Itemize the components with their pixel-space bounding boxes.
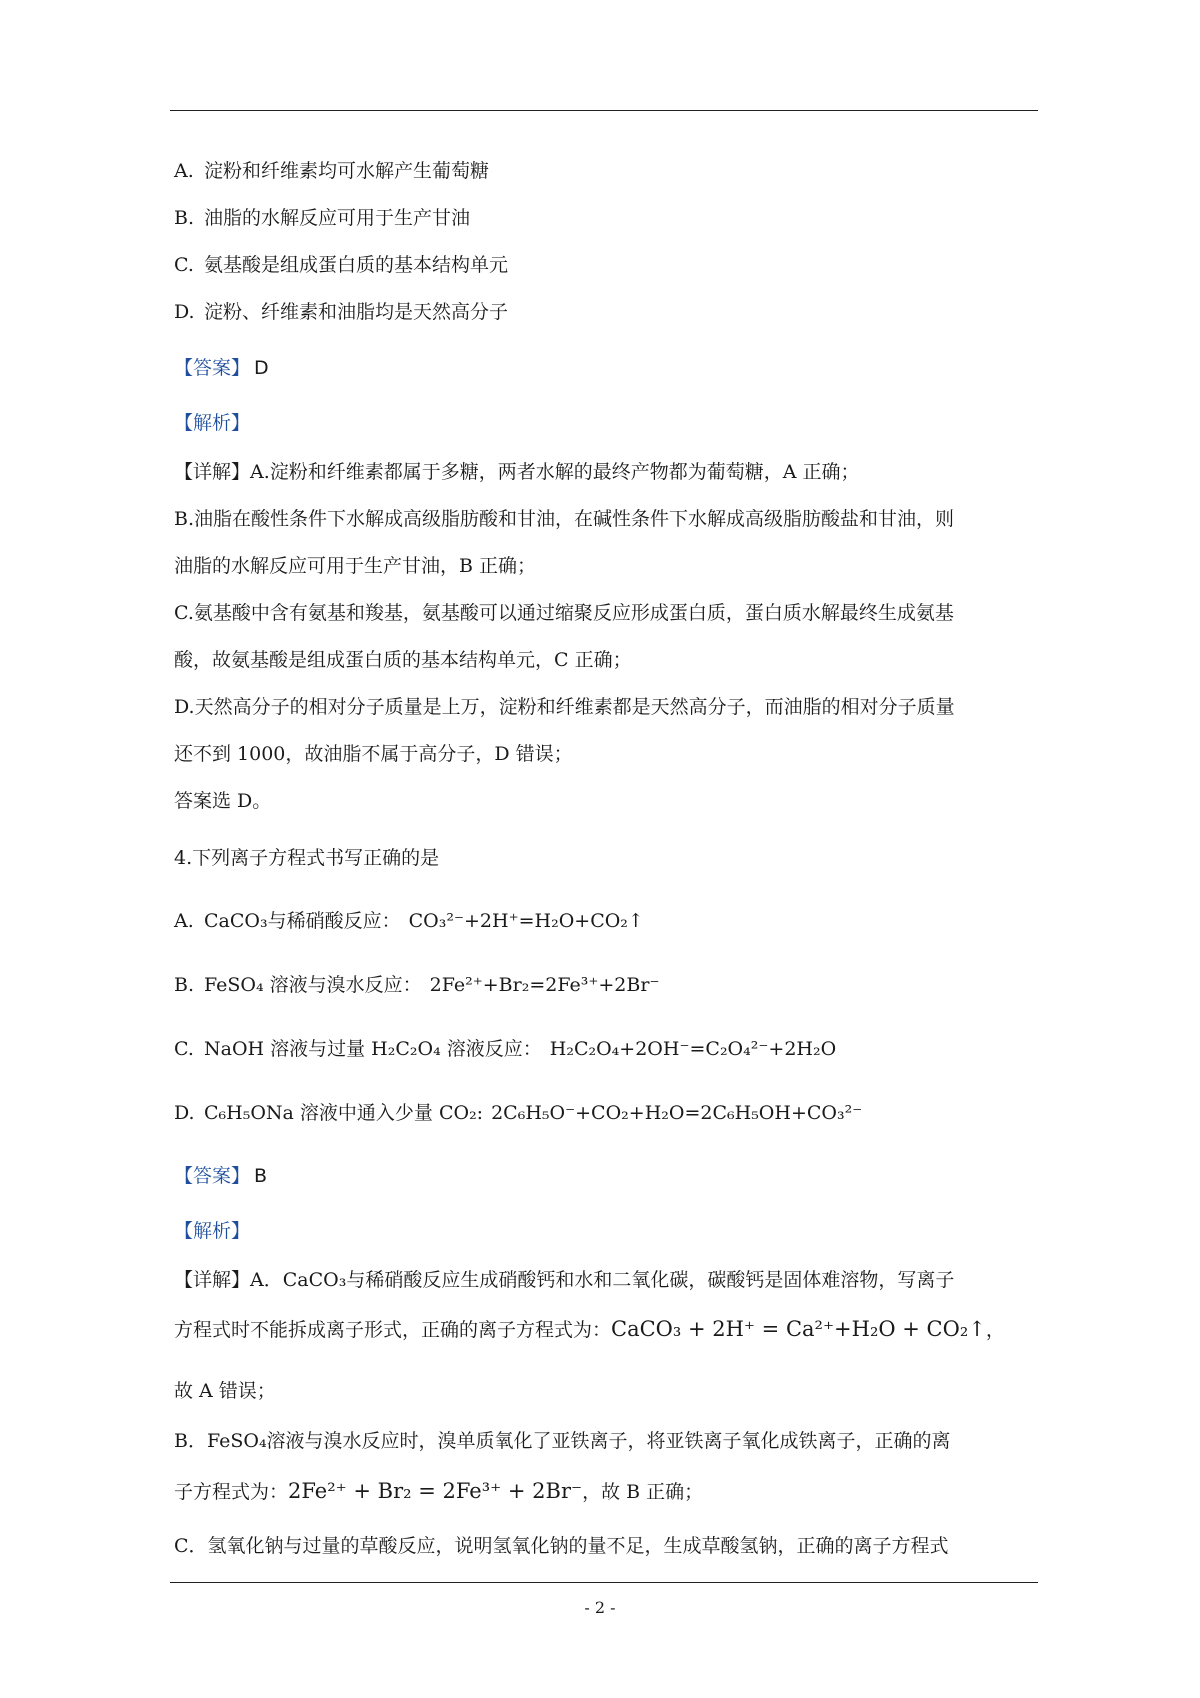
q4-analysis-tag: [174, 1218, 250, 1244]
header-rule: [170, 110, 1038, 111]
option-text: 油脂的水解反应可用于生产甘油: [204, 207, 471, 229]
option-prefix: C₆H₅ONa 溶液中通入少量 CO₂:: [204, 1102, 484, 1124]
page-number: - 2 -: [584, 1598, 616, 1617]
detail-text: 子方程式为：: [174, 1481, 289, 1503]
q4-detail-a-line-2: [174, 1316, 1005, 1343]
option-prefix: NaOH 溶液与过量 H₂C₂O₄ 溶液反应：: [204, 1038, 542, 1060]
q4-answer: [174, 1163, 267, 1189]
analysis-tag: 【解析】: [174, 1220, 251, 1242]
option-prefix: FeSO₄ 溶液与溴水反应：: [204, 974, 422, 996]
q3-detail-line-8: 答案选 D。: [174, 790, 272, 812]
q3-answer: [174, 355, 269, 381]
option-letter: C.: [174, 1038, 194, 1060]
option-letter: B.: [174, 207, 195, 229]
q4-option-c: [174, 1036, 836, 1062]
analysis-tag: 【解析】: [174, 412, 251, 434]
footer-rule: [170, 1582, 1038, 1583]
option-text: 淀粉、纤维素和油脂均是天然高分子: [204, 301, 509, 323]
q3-option-b: [174, 205, 470, 231]
q3-detail-line-2: B.油脂在酸性条件下水解成高级脂肪酸和甘油，在碱性条件下水解成高级脂肪酸盐和甘油，则: [174, 508, 955, 530]
q3-option-c: [174, 252, 508, 278]
option-letter: D.: [174, 1102, 195, 1124]
q3-option-d: [174, 299, 508, 325]
option-prefix: CaCO₃与稀硝酸反应：: [204, 910, 401, 932]
q4-option-a: [174, 908, 644, 934]
q3-detail-line-7: 还不到 1000，故油脂不属于高分子，D 错误；: [174, 743, 573, 765]
option-equation: CO₃²⁻+2H⁺=H₂O+CO₂↑: [408, 910, 644, 932]
q4-detail-c-line-1: C．氢氧化钠与过量的草酸反应，说明氢氧化钠的量不足，生成草酸氢钠，正确的离子方程式: [174, 1535, 949, 1557]
option-text: 淀粉和纤维素均可水解产生葡萄糖: [204, 160, 490, 182]
detail-equation: CaCO₃ + 2H⁺ = Ca²⁺+H₂O + CO₂↑: [611, 1317, 986, 1341]
q4-detail-a-line-3: 故 A 错误；: [174, 1380, 276, 1402]
detail-text: 方程式时不能拆成离子形式，正确的离子方程式为：: [174, 1319, 612, 1341]
q3-option-a: [174, 158, 489, 184]
q4-option-b: [174, 972, 659, 998]
option-letter: A.: [174, 910, 194, 932]
q3-detail-line-3: 油脂的水解反应可用于生产甘油，B 正确；: [174, 555, 537, 577]
option-equation: H₂C₂O₄+2OH⁻=C₂O₄²⁻+2H₂O: [549, 1038, 837, 1060]
q3-analysis-tag: [174, 410, 250, 436]
q3-detail-line-5: 酸，故氨基酸是组成蛋白质的基本结构单元，C 正确；: [174, 649, 632, 671]
option-text: 氨基酸是组成蛋白质的基本结构单元: [204, 254, 509, 276]
option-equation: 2Fe²⁺+Br₂=2Fe³⁺+2Br⁻: [429, 974, 660, 996]
q3-detail-line-6: D.天然高分子的相对分子质量是上万，淀粉和纤维素都是天然高分子，而油脂的相对分子质量: [174, 696, 955, 718]
q4-detail-b-line-1: B．FeSO₄溶液与溴水反应时，溴单质氧化了亚铁离子，将亚铁离子氧化成铁离子，正确的离: [174, 1430, 951, 1452]
option-letter: C.: [174, 254, 194, 276]
answer-tag: 【答案】: [174, 1165, 251, 1187]
detail-text: ，故 B 正确；: [582, 1481, 704, 1503]
option-letter: B.: [174, 974, 195, 996]
detail-text: ，: [985, 1319, 1005, 1341]
q4-detail-b-line-2: [174, 1478, 703, 1505]
q3-detail-line-1: 【详解】A.淀粉和纤维素都属于多糖，两者水解的最终产物都为葡萄糖，A 正确；: [174, 461, 860, 483]
option-letter: A.: [174, 160, 194, 182]
q4-stem: 4.下列离子方程式书写正确的是: [174, 847, 440, 869]
answer-tag: 【答案】: [174, 357, 251, 379]
q4-option-d: [174, 1100, 862, 1126]
answer-value: D: [254, 357, 269, 379]
q4-detail-a-line-1: 【详解】A．CaCO₃与稀硝酸反应生成硝酸钙和水和二氧化碳，碳酸钙是固体难溶物，写离子: [174, 1269, 955, 1291]
q3-detail-line-4: C.氨基酸中含有氨基和羧基，氨基酸可以通过缩聚反应形成蛋白质，蛋白质水解最终生成氨基: [174, 602, 954, 624]
option-equation: 2C₆H₅O⁻+CO₂+H₂O=2C₆H₅OH+CO₃²⁻: [491, 1102, 863, 1124]
option-letter: D.: [174, 301, 195, 323]
detail-equation: 2Fe²⁺ + Br₂ = 2Fe³⁺ + 2Br⁻: [288, 1479, 583, 1503]
answer-value: B: [254, 1165, 268, 1187]
